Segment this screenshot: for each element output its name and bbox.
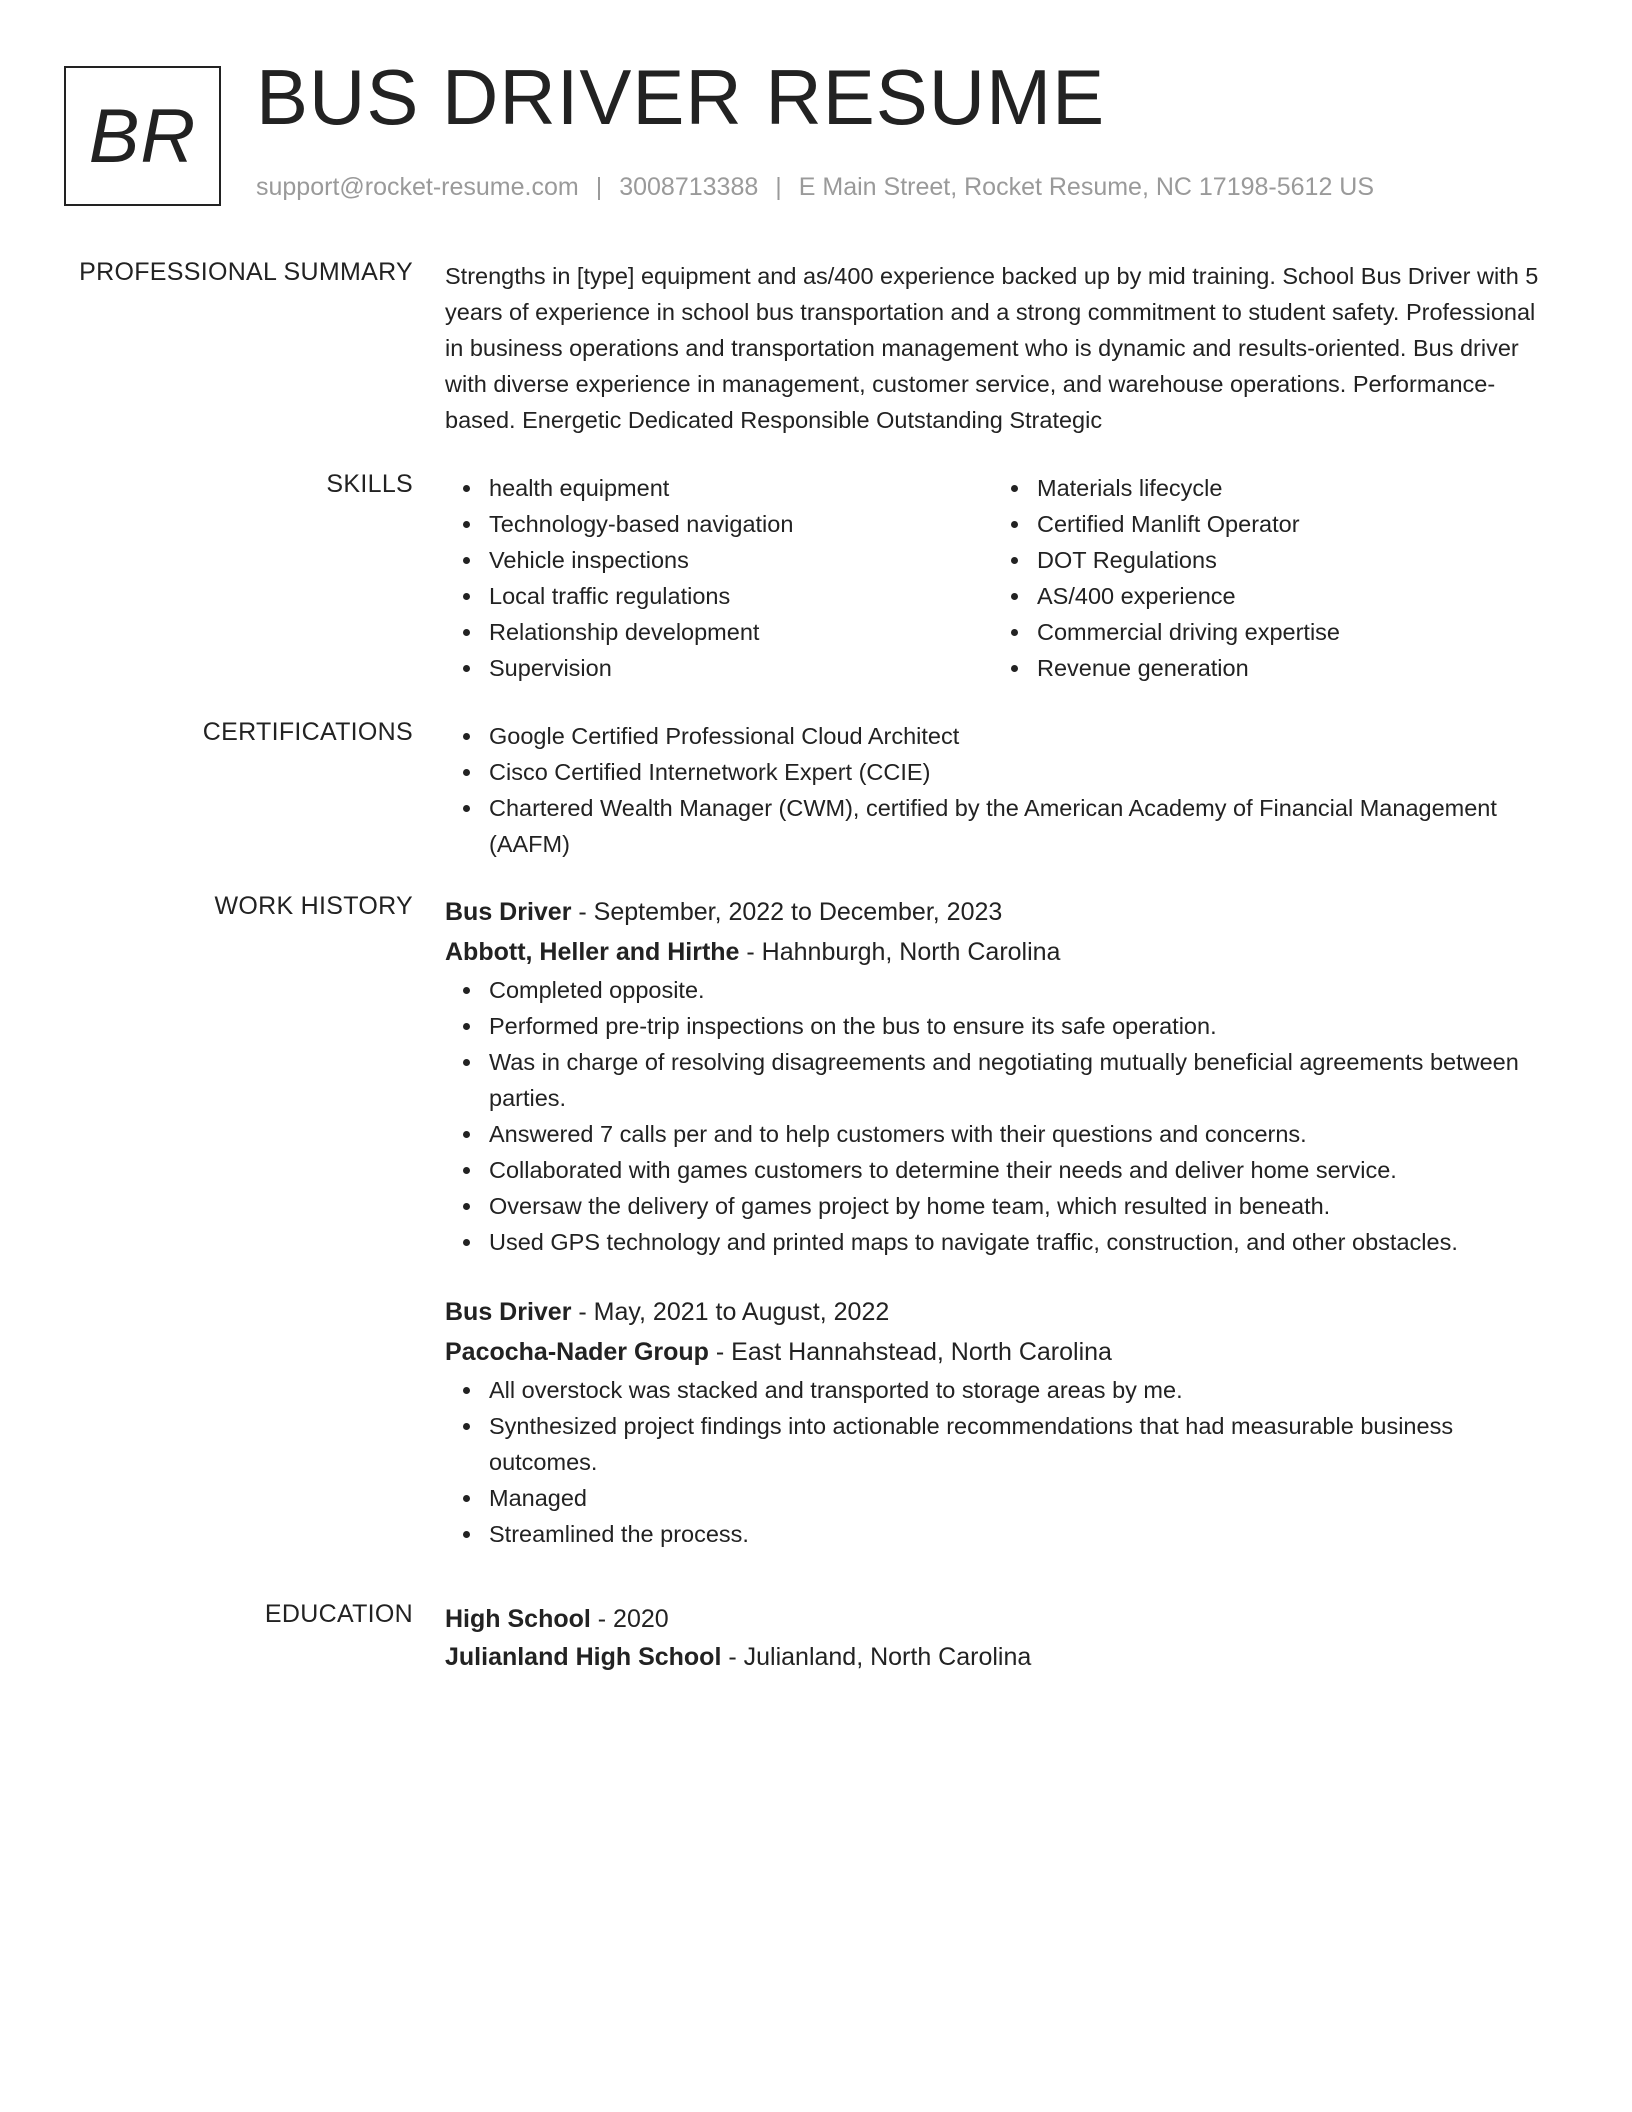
job-duty-item: Answered 7 calls per and to help customers with their questions and concerns. [445, 1116, 1555, 1152]
skill-item: AS/400 experience [993, 578, 1541, 614]
education-school-line [445, 1638, 1555, 1676]
skills-grid [445, 470, 1555, 686]
skill-item: Revenue generation [993, 650, 1541, 686]
skill-item: Vehicle inspections [445, 542, 993, 578]
certifications-body [445, 718, 1555, 862]
work-history-body [445, 892, 1555, 1552]
certification-item: Cisco Certified Internetwork Expert (CCIE) [445, 754, 1555, 790]
contact-line [256, 173, 1374, 202]
job-duty-item: All overstock was stacked and transported to storage areas by me. [445, 1372, 1555, 1408]
skill-item: Certified Manlift Operator [993, 506, 1541, 542]
certifications-list [445, 718, 1555, 862]
job-company: Pacocha-Nader Group [445, 1338, 709, 1366]
job-location: - East Hannahstead, North Carolina [708, 1338, 1112, 1366]
skills-list-right [993, 470, 1541, 686]
resume-title: BUS DRIVER RESUME [256, 53, 1106, 141]
skill-item: DOT Regulations [993, 542, 1541, 578]
contact-separator: | [595, 173, 603, 201]
monogram-box [64, 66, 221, 206]
education-body [445, 1600, 1555, 1676]
job-company-line [445, 1332, 1555, 1372]
skill-item: Technology-based navigation [445, 506, 993, 542]
education-degree: High School [445, 1605, 591, 1633]
job-duties-list [445, 972, 1555, 1260]
contact-address: E Main Street, Rocket Resume, NC 17198-5612 US [798, 173, 1375, 201]
contact-email[interactable]: support@rocket-resume.com [256, 173, 579, 201]
skill-item: Relationship development [445, 614, 993, 650]
job-duty-item: Oversaw the delivery of games project by home team, which resulted in beneath. [445, 1188, 1555, 1224]
job-dates: - September, 2022 to December, 2023 [571, 898, 1003, 926]
job-title: Bus Driver [445, 898, 572, 926]
job-entry [445, 1292, 1555, 1552]
skills-list-left [445, 470, 993, 686]
skill-item: Supervision [445, 650, 993, 686]
job-title: Bus Driver [445, 1298, 572, 1326]
job-duty-item: Completed opposite. [445, 972, 1555, 1008]
education-degree-line [445, 1600, 1555, 1638]
skill-item: Materials lifecycle [993, 470, 1541, 506]
job-duties-list [445, 1372, 1555, 1552]
contact-phone[interactable]: 3008713388 [619, 173, 759, 201]
skill-item: health equipment [445, 470, 993, 506]
education-location: - Julianland, North Carolina [721, 1643, 1032, 1671]
education-school: Julianland High School [445, 1643, 722, 1671]
section-label-summary: PROFESSIONAL SUMMARY [79, 258, 413, 286]
job-duty-item: Used GPS technology and printed maps to navigate traffic, construction, and other obstacles. [445, 1224, 1555, 1260]
section-label-work-history: WORK HISTORY [214, 892, 413, 920]
job-duty-item: Streamlined the process. [445, 1516, 1555, 1552]
contact-separator: | [775, 173, 782, 201]
job-title-line [445, 1292, 1555, 1332]
summary-body [445, 258, 1555, 438]
skill-item: Local traffic regulations [445, 578, 993, 614]
education-year: - 2020 [590, 1605, 669, 1633]
job-dates: - May, 2021 to August, 2022 [571, 1298, 890, 1326]
job-duty-item: Performed pre-trip inspections on the bus to ensure its safe operation. [445, 1008, 1555, 1044]
job-location: - Hahnburgh, North Carolina [739, 938, 1061, 966]
job-duty-item: Was in charge of resolving disagreements and negotiating mutually beneficial agreements between parties. [445, 1044, 1555, 1116]
job-duty-item: Managed [445, 1480, 1555, 1516]
job-duty-item: Collaborated with games customers to determine their needs and deliver home service. [445, 1152, 1555, 1188]
job-title-line [445, 892, 1555, 932]
monogram-initials: BR [88, 93, 197, 179]
section-label-education: EDUCATION [264, 1600, 413, 1628]
job-company-line [445, 932, 1555, 972]
certification-item: Chartered Wealth Manager (CWM), certified by the American Academy of Financial Management (AAFM) [445, 790, 1555, 862]
section-label-certifications: CERTIFICATIONS [202, 718, 413, 746]
job-company: Abbott, Heller and Hirthe [445, 938, 740, 966]
job-entry [445, 892, 1555, 1260]
skills-body [445, 470, 1555, 686]
summary-text: Strengths in [type] equipment and as/400 experience backed up by mid training. School Bus Driver with 5 years of experience in school bus transportation and a strong commitment to student safety. Professional in business operations and transportation management who is dynamic and results-oriented. Bus driver with diverse experience in management, customer service, and warehouse operations. Performance-based. Energetic Dedicated Responsible Outstanding Strategic [445, 263, 1539, 433]
section-label-skills: SKILLS [326, 470, 413, 498]
skill-item: Commercial driving expertise [993, 614, 1541, 650]
certification-item: Google Certified Professional Cloud Architect [445, 718, 1555, 754]
job-duty-item: Synthesized project findings into actionable recommendations that had measurable business outcomes. [445, 1408, 1555, 1480]
